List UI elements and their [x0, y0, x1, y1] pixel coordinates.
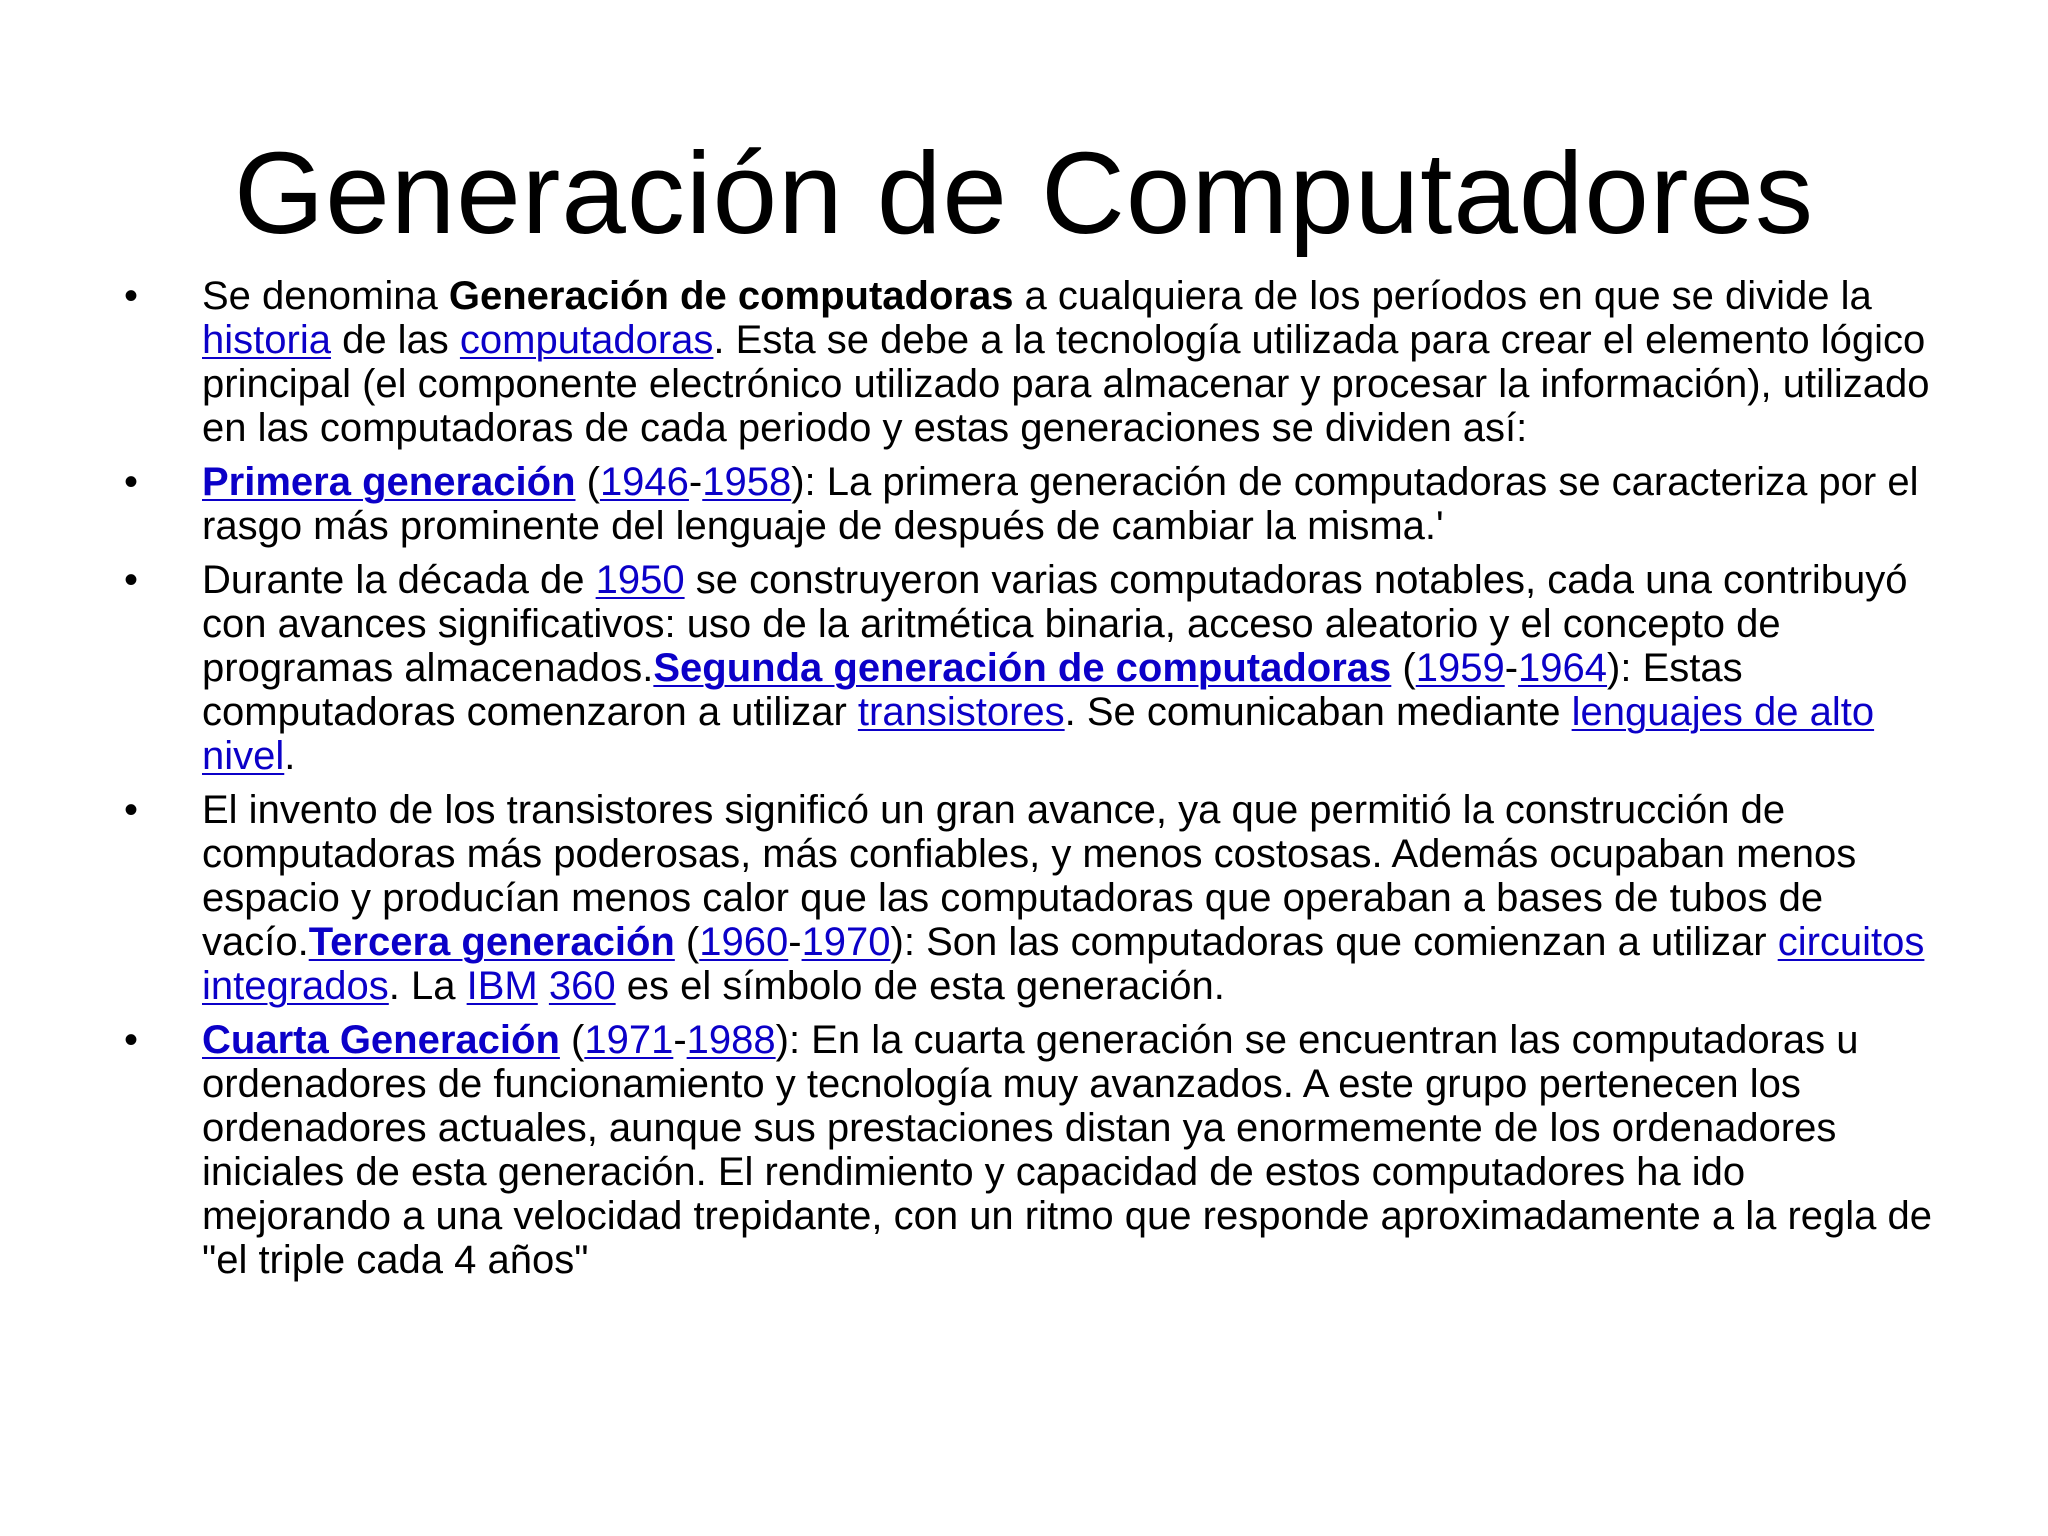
- link-ibm[interactable]: IBM: [466, 964, 538, 1008]
- link-year-1988[interactable]: 1988: [686, 1018, 776, 1062]
- link-360[interactable]: 360: [548, 964, 616, 1008]
- invento-text-3: . La: [388, 964, 467, 1008]
- link-year-1950[interactable]: 1950: [595, 558, 685, 602]
- link-tercera-generacion[interactable]: Tercera generación: [308, 920, 675, 964]
- primera-paren-open: (: [575, 460, 600, 504]
- tercera-dash: -: [788, 920, 802, 964]
- link-lenguajes-alto-nivel[interactable]: lenguajes de alto nivel: [202, 690, 1875, 778]
- decada-text-5: .: [284, 734, 296, 778]
- link-transistores[interactable]: transistores: [857, 690, 1065, 734]
- bullet-primera-generacion: [120, 460, 1940, 548]
- link-computadoras[interactable]: computadoras: [459, 318, 714, 362]
- invento-text-1: El invento de los transistores significó un gran avance, ya que permitió la construcción de computadoras más poderosas, más confiables, y menos costosas. Además ocupaban menos espacio y producían menos calor que las computadoras que operaban a bases de tubos de vacío.: [202, 788, 1857, 964]
- slide-title: Generación de Computadores: [233, 128, 1815, 258]
- bullet-list: [120, 274, 1940, 1292]
- bullet-decada-1950: [120, 558, 1940, 778]
- link-year-1964[interactable]: 1964: [1518, 646, 1608, 690]
- decada-text-1: Durante la década de: [202, 558, 596, 602]
- intro-text-4: . Esta se debe a la tecnología utilizada para crear el elemento lógico principal (el componente electrónico utilizado para almacenar y procesar la información), utilizado en las computadoras de cada periodo y estas generaciones se dividen así:: [202, 318, 1930, 450]
- invento-text-4: es el símbolo de esta generación.: [615, 964, 1225, 1008]
- intro-text-2: a cualquiera de los períodos en que se divide la: [1013, 274, 1872, 318]
- segunda-paren-open: (: [1391, 646, 1416, 690]
- invento-text-2: ): Son las computadoras que comienzan a utilizar: [890, 920, 1778, 964]
- bullet-intro: [120, 274, 1940, 450]
- primera-dash: -: [688, 460, 703, 504]
- cuarta-paren-open: (: [559, 1018, 585, 1062]
- cuarta-dash: -: [673, 1018, 687, 1062]
- link-circuitos-integrados[interactable]: circuitos integrados: [202, 920, 1925, 1008]
- link-year-1959[interactable]: 1959: [1415, 646, 1505, 690]
- link-year-1971[interactable]: 1971: [584, 1018, 674, 1062]
- link-year-1960[interactable]: 1960: [699, 920, 789, 964]
- decada-text-3: ): Estas computadoras comenzaron a utilizar: [202, 646, 1743, 734]
- segunda-dash: -: [1504, 646, 1519, 690]
- intro-text-3: de las: [330, 318, 460, 362]
- link-primera-generacion[interactable]: Primera generación: [202, 460, 576, 504]
- primera-text: ): La primera generación de computadoras se caracteriza por el rasgo más prominente del lenguaje de después de cambiar la misma.': [202, 460, 1919, 548]
- link-year-1970[interactable]: 1970: [801, 920, 891, 964]
- bullet-invento-transistores: [120, 788, 1940, 1008]
- link-year-1946[interactable]: 1946: [599, 460, 689, 504]
- decada-text-4: . Se comunicaban mediante: [1064, 690, 1572, 734]
- intro-text-1: Se denomina: [202, 274, 449, 318]
- link-segunda-generacion[interactable]: Segunda generación de computadoras: [653, 646, 1392, 690]
- link-year-1958[interactable]: 1958: [702, 460, 792, 504]
- cuarta-text: ): En la cuarta generación se encuentran las computadoras u ordenadores de funcionamiento y tecnología muy avanzados. A este grupo pertenecen los ordenadores actuales, aunque sus prestaciones distan ya enormemente de los ordenadores iniciales de esta generación. El rendimiento y capacidad de estos computadores ha ido mejorando a una velocidad trepidante, con un ritmo que responde aproximadamente a la regla de "el triple cada 4 años": [202, 1018, 1932, 1282]
- intro-bold-term: Generación de computadoras: [448, 274, 1014, 318]
- bullet-cuarta-generacion: [120, 1018, 1940, 1282]
- link-historia[interactable]: historia: [202, 318, 331, 362]
- tercera-paren-open: (: [674, 920, 700, 964]
- decada-text-2: se construyeron varias computadoras notables, cada una contribuyó con avances significativos: uso de la aritmética binaria, acceso aleatorio y el concepto de programas almacenados.: [202, 558, 1908, 690]
- ibm-space: [538, 964, 549, 1008]
- link-cuarta-generacion[interactable]: Cuarta Generación: [202, 1018, 560, 1062]
